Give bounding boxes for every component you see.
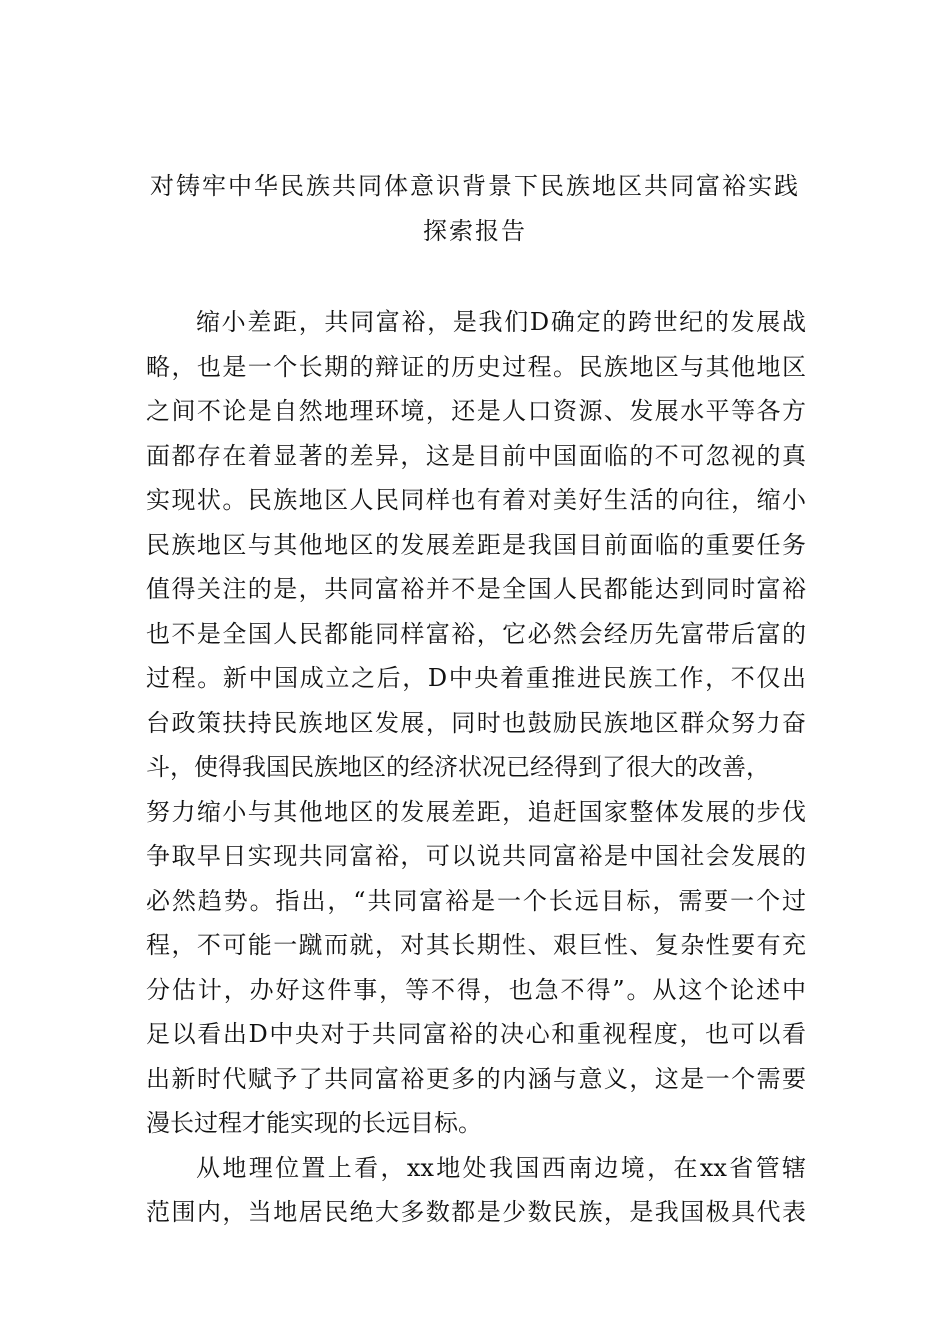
paragraph-line: 分估计，办好这件事，等不得，也急不得”。从这个论述中 (146, 975, 806, 1004)
paragraph-line: 略，也是一个长期的辩证的历史过程。民族地区与其他地区 (146, 352, 806, 381)
document-title-line-1: 对铸牢中华民族共同体意识背景下民族地区共同富裕实践 (150, 172, 800, 200)
paragraph-line: 必然趋势。指出，“共同富裕是一个长远目标，需要一个过 (146, 886, 806, 915)
paragraph-line: 缩小差距，共同富裕，是我们D确定的跨世纪的发展战 (196, 308, 806, 336)
paragraph-line: 台政策扶持民族地区发展，同时也鼓励民族地区群众努力奋 (146, 708, 806, 737)
paragraph-line: 之间不论是自然地理环境，还是人口资源、发展水平等各方 (146, 397, 806, 425)
paragraph-line: 也不是全国人民都能同样富裕，它必然会经历先富带后富的 (146, 619, 806, 648)
paragraph-line: 值得关注的是，共同富裕并不是全国人民都能达到同时富裕 (146, 575, 806, 603)
document-body (146, 300, 806, 1235)
paragraph-line: 足以看出D中央对于共同富裕的决心和重视程度，也可以看 (146, 1020, 806, 1048)
paragraph-line: 争取早日实现共同富裕，可以说共同富裕是中国社会发展的 (146, 842, 806, 870)
paragraph-line: 漫长过程才能实现的长远目标。 (146, 1109, 482, 1137)
paragraph-line: 程，不可能一蹴而就，对其长期性、艰巨性、复杂性要有充 (146, 931, 806, 959)
paragraph-line: 斗，使得我国民族地区的经济状况已经得到了很大的改善， (146, 753, 770, 781)
document-title-line-2: 探索报告 (423, 217, 527, 245)
paragraph-line: 范围内，当地居民绝大多数都是少数民族，是我国极具代表 (146, 1198, 806, 1226)
paragraph-line: 努力缩小与其他地区的发展差距，追赶国家整体发展的步伐 (146, 797, 806, 826)
paragraph-line: 过程。新中国成立之后，D中央着重推进民族工作，不仅出 (146, 664, 806, 692)
paragraph-line: 民族地区与其他地区的发展差距是我国目前面临的重要任务 (146, 530, 806, 559)
paragraph-line: 出新时代赋予了共同富裕更多的内涵与意义，这是一个需要 (146, 1064, 806, 1093)
paragraph-line: 面都存在着显著的差异，这是目前中国面临的不可忽视的真 (146, 441, 806, 470)
paragraph-line: 实现状。民族地区人民同样也有着对美好生活的向往，缩小 (146, 486, 806, 514)
paragraph-line: 从地理位置上看，xx地处我国西南边境，在xx省管辖 (196, 1153, 806, 1182)
paragraph-2 (146, 1146, 806, 1235)
paragraph-1 (146, 300, 806, 1146)
